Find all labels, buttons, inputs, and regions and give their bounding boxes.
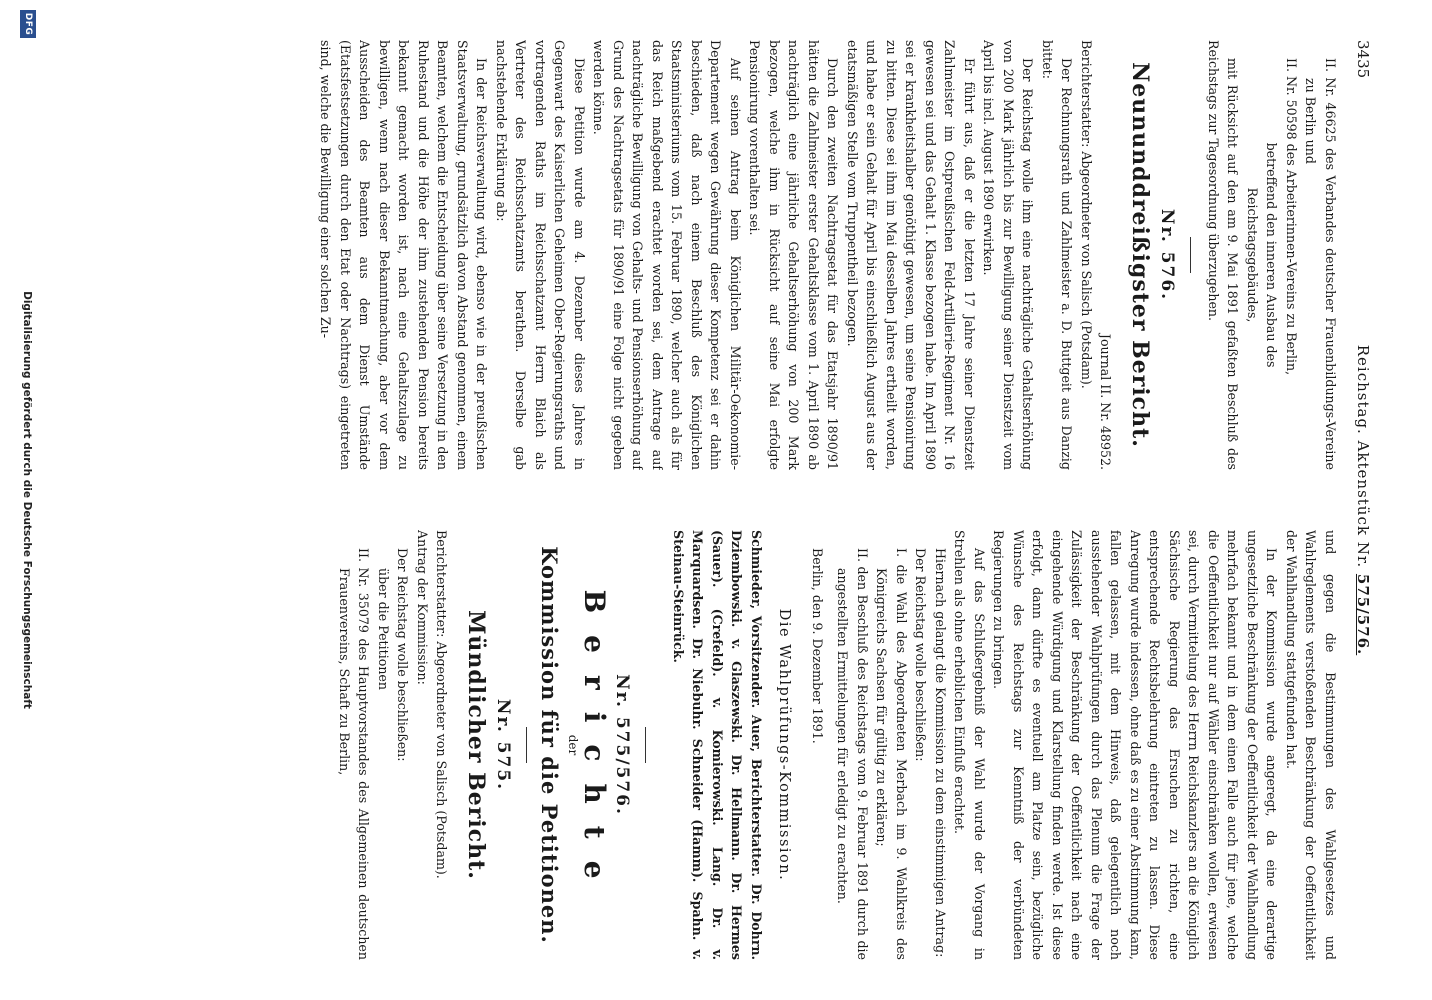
- paragraph: In der Reichsverwaltung wird, ebenso wie in der preußischen Staatsverwaltung, grundsätzlich davon Abstand genommen, einem Beamten, welchem die Entscheidung über seine Versetzung in den Ruhestand und die Höhe der ihm zustehenden Pension bereits bekannt gemacht worden ist, nach eine Gehaltszulage zu bewilligen, wenn nach dieser Bekanntmachung, aber vor dem Ausscheiden des Beamten aus dem Dienst Umstände (Etatsfestsetzungen durch den Etat oder Nachtrags) eingetreten sind, welche die Bewilligung einer solchen Zu-: [318, 40, 490, 470]
- paragraph: Auf das Schlußergebniß der Wahl wurde der Vorgang in Strehlen als ohne erheblichen Einfluß erachtet.: [952, 530, 987, 960]
- reports-der: der: [566, 734, 581, 756]
- petitions-line: über die Petitionen: [376, 568, 391, 690]
- subject-line: betreffend den inneren Ausbau des Reichstagsgebäudes,: [1245, 142, 1280, 368]
- commission-title: Kommission für die Petitionen.: [537, 546, 562, 944]
- running-header: [1350, 40, 1376, 960]
- printed-area: [56, 0, 1432, 1000]
- right-column: [70, 530, 1340, 960]
- antrag-intro: Der Reichstag wolle beschließen:: [913, 548, 929, 762]
- paragraph: In der Kommission wurde angeregt, da eine derartige ungesetzliche Beschränkung der Oeffentlichkeit der Wahlhandlung mehrfach bekannt und in dem einen Falle auch für jene, welche die Oeffentlichkeit nur auf Wähler einschränken wollen, erwiesen sei, durch Vermittelung des Herrn Reichskanzlers an die Königlich Sächsische Regierung das Ersuchen zu richten, eine entsprechende Rechtsbelehrung eintreten zu lassen. Diese Anregung wurde indessen, ohne daß es zu einer Abstimmung kam, fallen gelassen, mit dem Hinweis, daß gelegentlich noch ausstehender Wahlprüfungen durch das Plenum die Frage der Zulässigkeit der Beschränkung der Oeffentlichkeit nach eine eingehende Würdigung und Klarstellung finden werde. Ist diese erfolgt, dann dürfte es eventuell am Platze sein, bezügliche Wünsche des Reichstags zur Kenntniß der verbündeten Regierungen zu bringen.: [991, 530, 1280, 960]
- divider: [1191, 237, 1192, 273]
- commission-name: Die Wahlprüfungs-Kommission.: [776, 608, 793, 882]
- journal-number: Journal II. Nr. 48952.: [1098, 333, 1114, 470]
- paragraph: und gegen die Bestimmungen des Wahlgesetzes und Wahlreglements verstoßenden Beschränkung der Oeffentlichkeit der Wahlhandlung stattgefunden hat.: [1284, 530, 1338, 960]
- commission-members: Schmieder, Vorsitzender. Auer, Berichterstatter. Dr. Dohrn. Dziembowski. v. Glaszewski. Dr. Hellmann. Dr. Hermes (Sauer). (Crefeld). v. Komierowski. Lang. Dr. v. Marquardsen. Dr. Niebuhr. Schneider (Hamm). Spahn. v. Steinau-Steinrück.: [671, 530, 764, 960]
- divider: [527, 727, 528, 763]
- section-title: Mündlicher Bericht.: [463, 610, 489, 880]
- petition-intro: Der Rechnungsrath und Zahlmeister a. D. Buttgeit aus Danzig bittet:: [1040, 40, 1075, 470]
- running-title: [1350, 40, 1376, 960]
- paragraph: Auf seinen Antrag beim Königlichen Militär-Oekonomie-Departement wegen Gewährung dieser Kompetenz sei er dahin beschieden, daß nach einem Beschluß des Königlichen Staatsministeriums vom 15. Februar 1890, welcher auch als für das Reich maßgebend erachtet worden sei, dem Antrage auf nachträgliche Bewilligung von Gehalts- und Pensionserhöhung auf Grund des Nachtragsetats für 1890/91 eine Folge nicht gegeben werden könne.: [591, 40, 743, 470]
- document-number: 575/576.: [1354, 573, 1372, 656]
- section-title: Neununddreißigster Bericht.: [1127, 62, 1153, 448]
- section-number: Nr. 576.: [1157, 208, 1178, 302]
- place-date: Berlin, den 9. Dezember 1891.: [810, 548, 825, 744]
- rapporteur: Berichterstatter: Abgeordneter von Salisch (Potsdam).: [434, 530, 450, 879]
- list-item: II. den Beschluß des Reichstags vom 9. Februar 1891 durch die angestellten Ermittelungen für erledigt zu erachten.: [835, 548, 870, 960]
- divider: [646, 727, 647, 763]
- report-number: Nr. 575/576.: [612, 674, 633, 816]
- commission-antrag: Antrag der Kommission:: [415, 530, 430, 685]
- paragraph: mit Rücksicht auf den am 9. Mai 1891 gefaßten Beschluß des Reichstags zur Tagesordnung überzugehen.: [1206, 40, 1241, 470]
- running-title-text: Reichstag. Aktenstück Nr.: [1354, 344, 1372, 569]
- antrag-intro: Der Reichstag wolle beschließen:: [395, 548, 411, 762]
- left-column: [70, 40, 1340, 470]
- list-item: II. Nr. 35079 des Hauptvorstandes des Allgemeinen deutschen Frauenvereins, Schaft zu Berlin,: [337, 548, 372, 960]
- digitization-notice: Digitalisierung gefördert durch die Deutsche Forschungsgemeinschaft: [21, 291, 33, 709]
- list-item: II. Nr. 50598 des Arbeiterinnen-Vereins zu Berlin,: [1284, 58, 1299, 376]
- list-item: I. die Wahl des Abgeordneten Merbach im 9. Wahlkreis des Königreichs Sachsen für gültig zu erklären;: [874, 548, 909, 960]
- paragraph: Diese Petition wurde am 4. Dezember dieses Jahres in Gegenwart des Kaiserlichen Geheimen Ober-Regierungsraths und vortragenden Raths im Reichsschatzamt Herrn Blaich als Vertreter des Reichsschatzamts berathen. Derselbe gab nachstehende Erklärung ab:: [494, 40, 587, 470]
- paragraph: Durch den zweiten Nachtragsetat für das Etatsjahr 1890/91 hätten die Zahlmeister erster Gehaltsklasse vom 1. April 1890 ab nachträglich eine jährliche Gehaltserhöhung von 200 Mark bezogen, welche ihm in Rücksicht auf seine Mai erfolgte Pensionirung vorenthalten sei.: [747, 40, 841, 470]
- rapporteur: Berichterstatter: Abgeordneter von Salisch (Potsdam).: [1079, 40, 1094, 389]
- paragraph: Hiernach gelangt die Kommission zu dem einstimmigen Antrag:: [933, 548, 948, 958]
- dfg-logo-icon: DFG: [20, 10, 36, 38]
- page-number: 3435: [1354, 40, 1372, 79]
- reports-title: Berichte: [578, 589, 611, 901]
- section-number: Nr. 575.: [493, 698, 514, 792]
- list-item: II. Nr. 46625 des Verbandes deutscher Frauenbildungs-Vereine zu Berlin und: [1303, 58, 1338, 470]
- petition-request: Der Reichstag wolle ihm eine nachträgliche Gehaltserhöhung von 200 Mark jährlich bis zur Bewilligung seiner Dienstzeit vom April bis incl. August 1890 erwirken.: [981, 40, 1036, 470]
- paragraph: Er führt aus, daß er die letzten 17 Jahre seiner Dienstzeit Zahlmeister im Ostpreußischen Feld-Artillerie-Regiment Nr. 16 gewesen sei und das Gehalt 1. Klasse bezogen habe. Im April 1890 sei er krankheitshalber genöthigt gewesen, um seine Pensionirung zu bitten. Diese sei ihm im Mai desselben Jahres ertheilt worden, und habe er sein Gehalt für April bis einschließlich August aus der etatsmäßigen Stelle vom Truppentheil bezogen.: [845, 40, 977, 470]
